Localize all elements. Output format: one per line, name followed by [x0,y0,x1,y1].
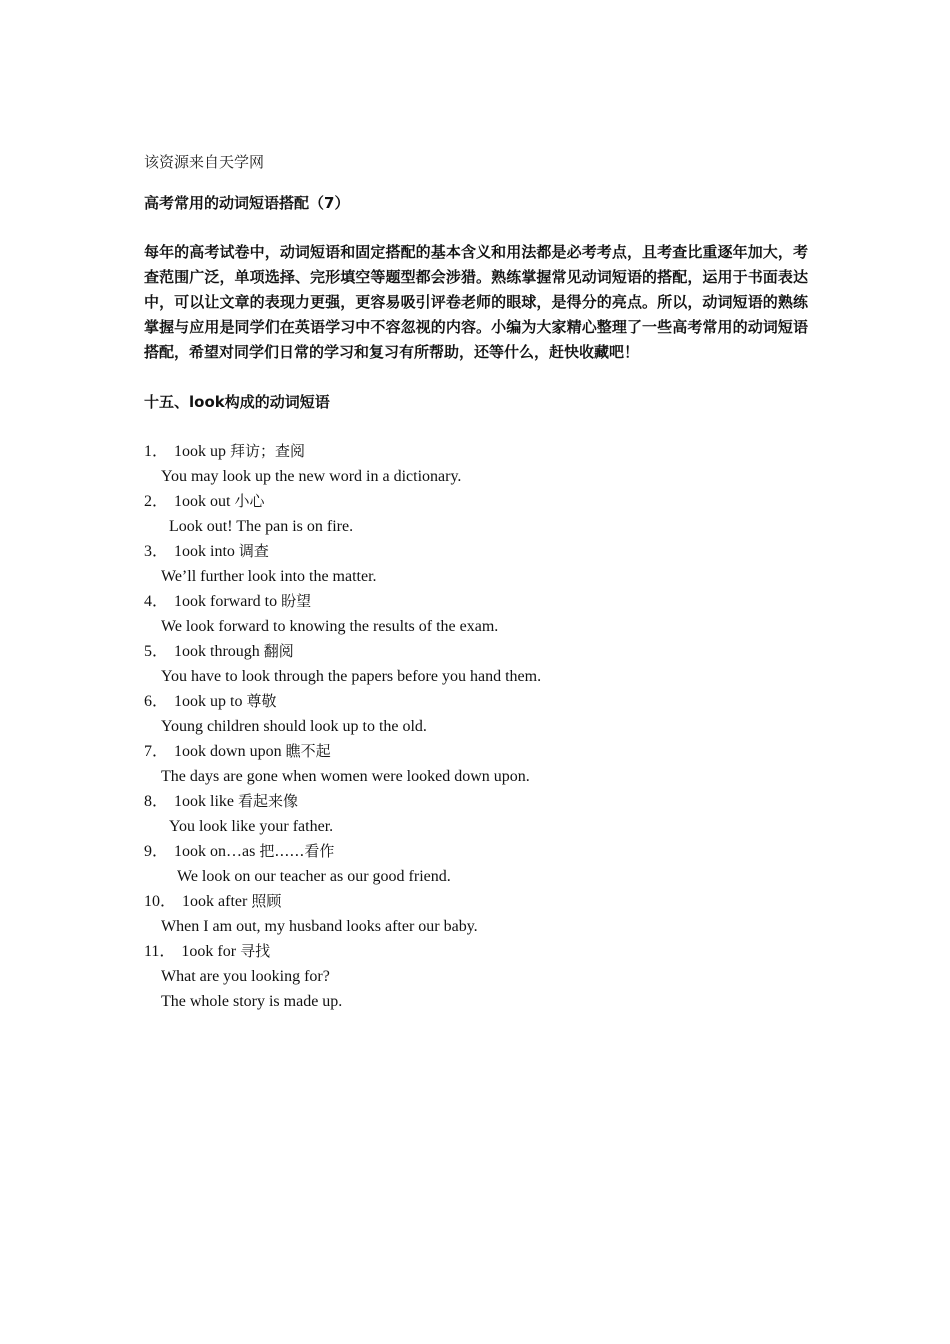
phrase-term: 1ook like [174,793,235,810]
phrase-heading [144,839,808,864]
phrase-number: 1． [144,443,169,460]
list-item [144,889,808,939]
phrase-list [144,439,808,1014]
intro-paragraph: 每年的高考试卷中，动词短语和固定搭配的基本含义和用法都是必考考点，且考查比重逐年加大，考查范围广泛，单项选择、完形填空等题型都会涉猎。熟练掌握常见动词短语的搭配，运用于书面表达中，可以让文章的表现力更强，更容易吸引评卷老师的眼球，是得分的亮点。所以，动词短语的熟练掌握与应用是同学们在英语学习中不容忽视的内容。小编为大家精心整理了一些高考常用的动词短语搭配，希望对同学们日常的学习和复习有所帮助，还等什么，赶快收藏吧！ [144,243,808,361]
list-item [144,789,808,839]
phrase-meaning: 把……看作 [259,842,335,860]
document-title: 高考常用的动词短语搭配（7） [144,194,350,212]
list-item [144,639,808,689]
list-item [144,839,808,889]
phrase-meaning: 寻找 [240,942,271,960]
phrase-term: 1ook up to [174,693,243,710]
phrase-heading [144,789,808,814]
section-heading: 十五、look构成的动词短语 [144,393,330,411]
phrase-term: 1ook on…as [174,843,256,860]
example-sentence: When I am out, my husband looks after our baby. [161,918,478,935]
phrase-number: 3． [144,543,169,560]
list-item [144,589,808,639]
phrase-heading [144,439,808,464]
phrase-heading [144,739,808,764]
phrase-heading [144,639,808,664]
phrase-number: 4． [144,593,169,610]
phrase-meaning: 盼望 [281,592,312,610]
example-sentence: What are you looking for? [161,968,330,985]
phrase-heading [144,889,808,914]
list-item [144,489,808,539]
phrase-term: 1ook forward to [174,593,278,610]
phrase-number: 9． [144,843,169,860]
list-item [144,439,808,489]
phrase-number: 5． [144,643,169,660]
phrase-number: 8． [144,793,169,810]
example-sentence: The whole story is made up. [161,993,343,1010]
phrase-heading [144,689,808,714]
phrase-number: 2． [144,493,169,510]
phrase-meaning: 小心 [234,492,265,510]
example-sentence: You have to look through the papers before you hand them. [161,668,542,685]
list-item [144,739,808,789]
phrase-number: 10． [144,893,177,910]
example-sentence: We look forward to knowing the results of the exam. [161,618,499,635]
phrase-number: 11． [144,943,176,960]
example-sentence: You may look up the new word in a dictionary. [161,468,462,485]
example-sentence: Look out! The pan is on fire. [169,518,354,535]
phrase-number: 7． [144,743,169,760]
phrase-term: 1ook after [182,893,248,910]
phrase-term: 1ook for [181,943,237,960]
phrase-meaning: 尊敬 [246,692,277,710]
phrase-number: 6． [144,693,169,710]
phrase-meaning: 翻阅 [263,642,294,660]
phrase-term: 1ook down upon [174,743,282,760]
phrase-meaning: 拜访；查阅 [230,442,306,460]
phrase-term: 1ook up [174,443,227,460]
list-item [144,539,808,589]
document-content [144,150,808,1014]
example-sentence: Young children should look up to the old. [161,718,427,735]
phrase-meaning: 看起来像 [238,792,299,810]
phrase-heading [144,589,808,614]
phrase-heading [144,489,808,514]
source-note: 该资源来自天学网 [144,153,265,171]
phrase-term: 1ook out [174,493,231,510]
phrase-meaning: 调查 [238,542,269,560]
example-sentence: We’ll further look into the matter. [161,568,377,585]
phrase-term: 1ook through [174,643,260,660]
phrase-meaning: 瞧不起 [285,742,331,760]
example-sentence: You look like your father. [169,818,334,835]
phrase-heading [144,539,808,564]
phrase-term: 1ook into [174,543,235,560]
example-sentence: The days are gone when women were looked down upon. [161,768,530,785]
list-item [144,939,808,1014]
list-item [144,689,808,739]
example-sentence: We look on our teacher as our good friend. [177,868,451,885]
phrase-heading [144,939,808,964]
phrase-meaning: 照顾 [251,892,282,910]
